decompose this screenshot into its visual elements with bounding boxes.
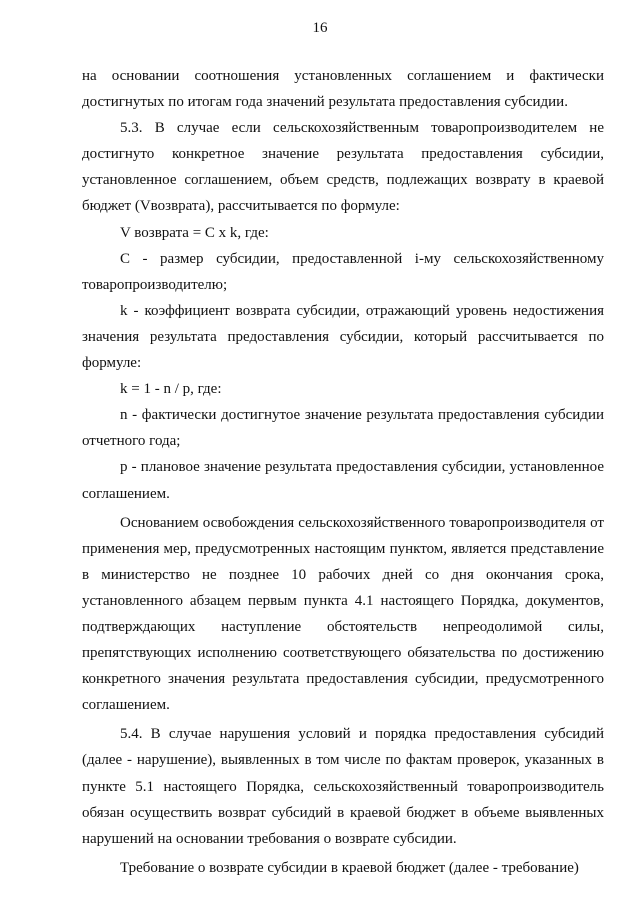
paragraph-requirement: Требование о возврате субсидии в краевой бюджет (далее - требование) (120, 859, 579, 876)
paragraph-5-3: 5.3. В случае если сельскохозяйственным товаропроизводителем не достигнуто конкретное значение результата предоставления субсидии, установленное соглашением, объем средств, подлежащих возврату в краевой бюджет (Vвозврата), рассчитывается по формуле: (82, 120, 604, 215)
document-body (82, 63, 604, 881)
definition-c: C - размер субсидии, предоставленной i-му сельскохозяйственному товаропроизводителю; (82, 250, 604, 293)
definition-p: p - плановое значение результата предоставления субсидии, установленное соглашением. (82, 459, 604, 502)
definition-n: n - фактически достигнутое значение результата предоставления субсидии отчетного года; (82, 407, 604, 450)
paragraph-exemption: Основанием освобождения сельскохозяйственного товаропроизводителя от применения мер, предусмотренных настоящим пунктом, является представление в министерство не позднее 10 рабочих дней со дня окончания срока, установленного абзацем первым пункта 4.1 настоящего Порядка, документов, подтверждающих наступление обстоятельств непреодолимой силы, препятствующих исполнению соответствующего обязательства по достижению конкретного значения результата предоставления субсидии, предусмотренного соглашением. (82, 514, 604, 714)
formula-k: k = 1 - n / p, где: (120, 381, 222, 398)
definition-k: k - коэффициент возврата субсидии, отражающий уровень недостижения значения результата предоставления субсидии, который рассчитывается по формуле: (82, 302, 604, 372)
paragraph-continuation: на основании соотношения установленных соглашением и фактически достигнутых по итогам года значений результата предоставления субсидии. (82, 68, 604, 111)
formula-v-return: V возврата = C x k, где: (120, 224, 269, 241)
page-number: 16 (312, 20, 328, 36)
paragraph-5-4: 5.4. В случае нарушения условий и порядка предоставления субсидий (далее - нарушение), выявленных в том числе по фактам проверок, указанных в пункте 5.1 настоящего Порядка, сельскохозяйственный товаропроизводитель обязан осуществить возврат субсидий в краевой бюджет в объеме выявленных нарушений на основании требования о возврате субсидии. (82, 726, 604, 847)
